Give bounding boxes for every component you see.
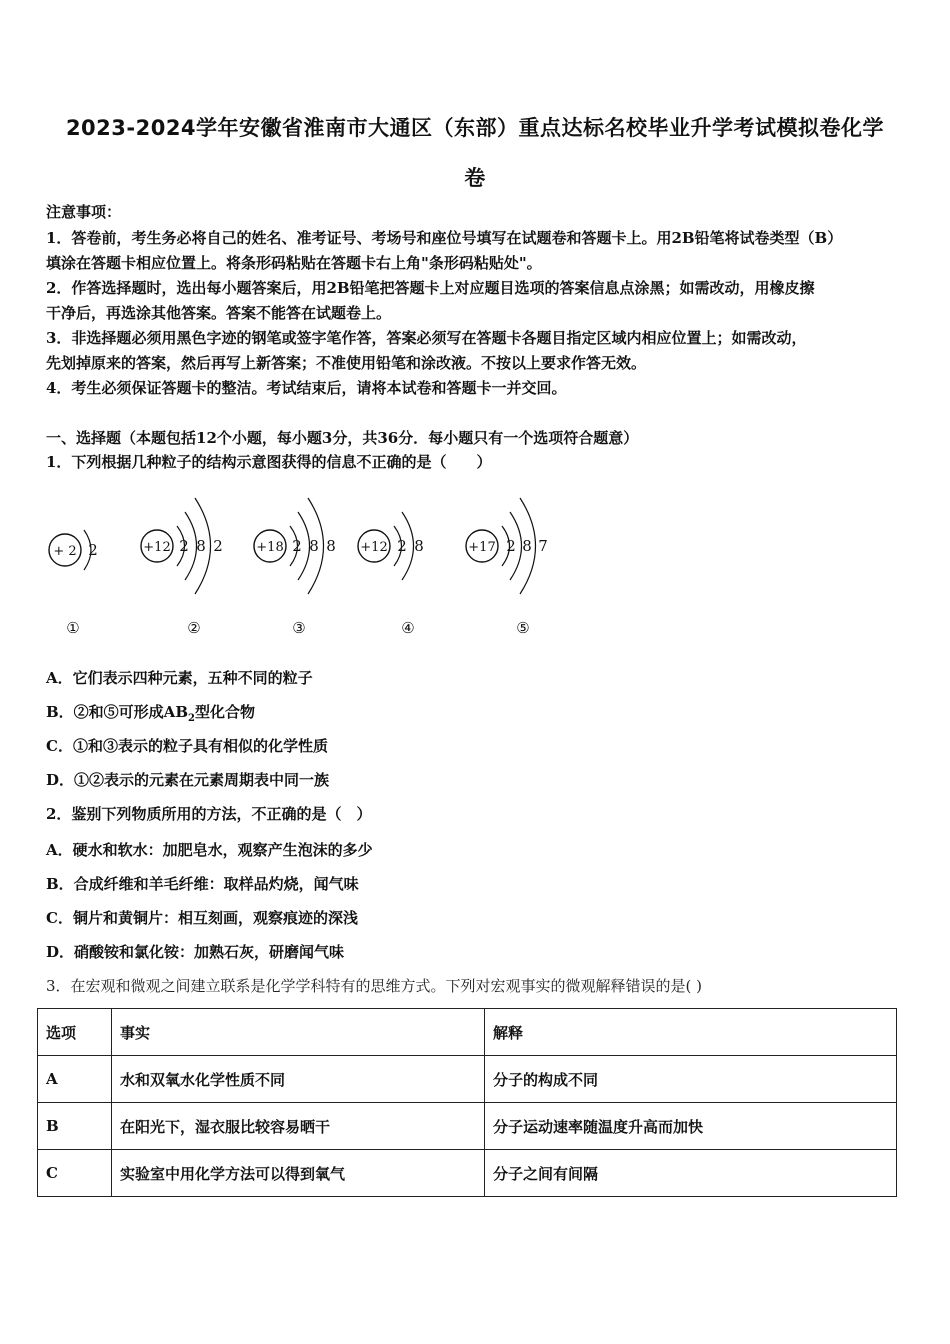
notice-line: 填涂在答题卡相应位置上。将条形码粘贴在答题卡右上角"条形码粘贴处"。 bbox=[46, 254, 542, 272]
shell-electrons: 7 bbox=[538, 537, 548, 555]
nucleus-label: +17 bbox=[468, 540, 496, 555]
notice-line: 4．考生必须保证答题卡的整洁。考试结束后，请将本试卷和答题卡一并交回。 bbox=[46, 379, 567, 397]
question-1-stem: 1．下列根据几种粒子的结构示意图获得的信息不正确的是（ ） bbox=[46, 453, 492, 471]
notice-heading: 注意事项： bbox=[46, 203, 122, 221]
particle-label: ② bbox=[187, 619, 201, 637]
q2-option-b: B．合成纤维和羊毛纤维：取样品灼烧，闻气味 bbox=[46, 875, 359, 893]
table-row bbox=[38, 1150, 897, 1197]
q2-option-c: C．铜片和黄铜片：相互刻画，观察痕迹的深浅 bbox=[46, 909, 358, 927]
q1-option-d: D．①②表示的元素在元素周期表中同一族 bbox=[46, 771, 330, 789]
question-2-stem: 2．鉴别下列物质所用的方法，不正确的是（ ） bbox=[46, 805, 372, 823]
notice-line: 干净后，再选涂其他答案。答案不能答在试题卷上。 bbox=[46, 304, 392, 322]
particle-5-diagram bbox=[466, 498, 548, 637]
exam-title-line1: 2023-2024学年安徽省淮南市大通区（东部）重点达标名校毕业升学考试模拟卷化学 bbox=[65, 116, 885, 140]
shell-electrons: 2 bbox=[88, 541, 98, 559]
notice-line: 先划掉原来的答案，然后再写上新答案；不准使用铅笔和涂改液。不按以上要求作答无效。 bbox=[46, 354, 647, 372]
q2-option-d: D．硝酸铵和氯化铵：加熟石灰，研磨闻气味 bbox=[46, 943, 345, 961]
particle-1-diagram bbox=[49, 530, 98, 637]
table-cell: 分子之间有间隔 bbox=[485, 1150, 897, 1197]
table-cell: 水和双氧水化学性质不同 bbox=[112, 1056, 485, 1103]
table-cell: 实验室中用化学方法可以得到氧气 bbox=[112, 1150, 485, 1197]
question-3-stem: 3．在宏观和微观之间建立联系是化学学科特有的思维方式。下列对宏观事实的微观解释错误的是( ) bbox=[46, 977, 703, 995]
table-header-cell: 选项 bbox=[38, 1009, 112, 1056]
q1-option-c: C．①和③表示的粒子具有相似的化学性质 bbox=[46, 737, 328, 755]
table-cell: 分子的构成不同 bbox=[485, 1056, 897, 1103]
table-header-row bbox=[38, 1009, 897, 1056]
shell-electrons: 8 bbox=[196, 537, 206, 555]
table-header-cell: 解释 bbox=[485, 1009, 897, 1056]
table-cell: 分子运动速率随温度升高而加快 bbox=[485, 1103, 897, 1150]
notice-line: 3．非选择题必须用黑色字迹的钢笔或签字笔作答，答案必须写在答题卡各题目指定区域内相应位置上；如需改动， bbox=[46, 329, 807, 347]
particle-label: ① bbox=[66, 619, 80, 637]
q1-option-a: A．它们表示四种元素，五种不同的粒子 bbox=[46, 669, 313, 687]
table-cell: B bbox=[38, 1103, 112, 1150]
table-cell: 在阳光下，湿衣服比较容易晒干 bbox=[112, 1103, 485, 1150]
particle-2-diagram bbox=[141, 498, 223, 637]
table-header-cell: 事实 bbox=[112, 1009, 485, 1056]
shell-electrons: 8 bbox=[326, 537, 336, 555]
atomic-structure-diagrams bbox=[40, 490, 600, 640]
nucleus-label: +12 bbox=[143, 540, 171, 555]
nucleus-label: + 2 bbox=[53, 544, 77, 559]
section-heading: 一、选择题（本题包括12个小题，每小题3分，共36分．每小题只有一个选项符合题意） bbox=[46, 429, 639, 447]
shell-electrons: 2 bbox=[179, 537, 189, 555]
shell-electrons: 2 bbox=[506, 537, 516, 555]
question-3-table bbox=[37, 1008, 897, 1197]
particle-label: ③ bbox=[292, 619, 306, 637]
shell-electrons: 8 bbox=[309, 537, 319, 555]
shell-electrons: 8 bbox=[522, 537, 532, 555]
exam-title-line2: 卷 bbox=[464, 166, 486, 190]
table-row bbox=[38, 1103, 897, 1150]
shell-electrons: 2 bbox=[213, 537, 223, 555]
table-row bbox=[38, 1056, 897, 1103]
particle-label: ⑤ bbox=[516, 619, 530, 637]
particle-4-diagram bbox=[358, 512, 424, 637]
table-cell: A bbox=[38, 1056, 112, 1103]
shell-electrons: 2 bbox=[292, 537, 302, 555]
q1-option-b: B．②和⑤可形成$AB_2$型化合物 bbox=[46, 703, 255, 724]
shell-electrons: 2 bbox=[397, 537, 407, 555]
q2-option-a: A．硬水和软水：加肥皂水，观察产生泡沫的多少 bbox=[46, 841, 373, 859]
notice-line: 1．答卷前，考生务必将自己的姓名、准考证号、考场号和座位号填写在试题卷和答题卡上。用2B铅笔将试卷类型（B） bbox=[46, 229, 843, 247]
shell-electrons: 8 bbox=[414, 537, 424, 555]
notice-line: 2．作答选择题时，选出每小题答案后，用2B铅笔把答题卡上对应题目选项的答案信息点涂黑；如需改动，用橡皮擦 bbox=[46, 279, 815, 297]
particle-label: ④ bbox=[401, 619, 415, 637]
table-cell: C bbox=[38, 1150, 112, 1197]
particle-3-diagram bbox=[254, 498, 336, 637]
nucleus-label: +18 bbox=[256, 540, 284, 555]
nucleus-label: +12 bbox=[360, 540, 388, 555]
